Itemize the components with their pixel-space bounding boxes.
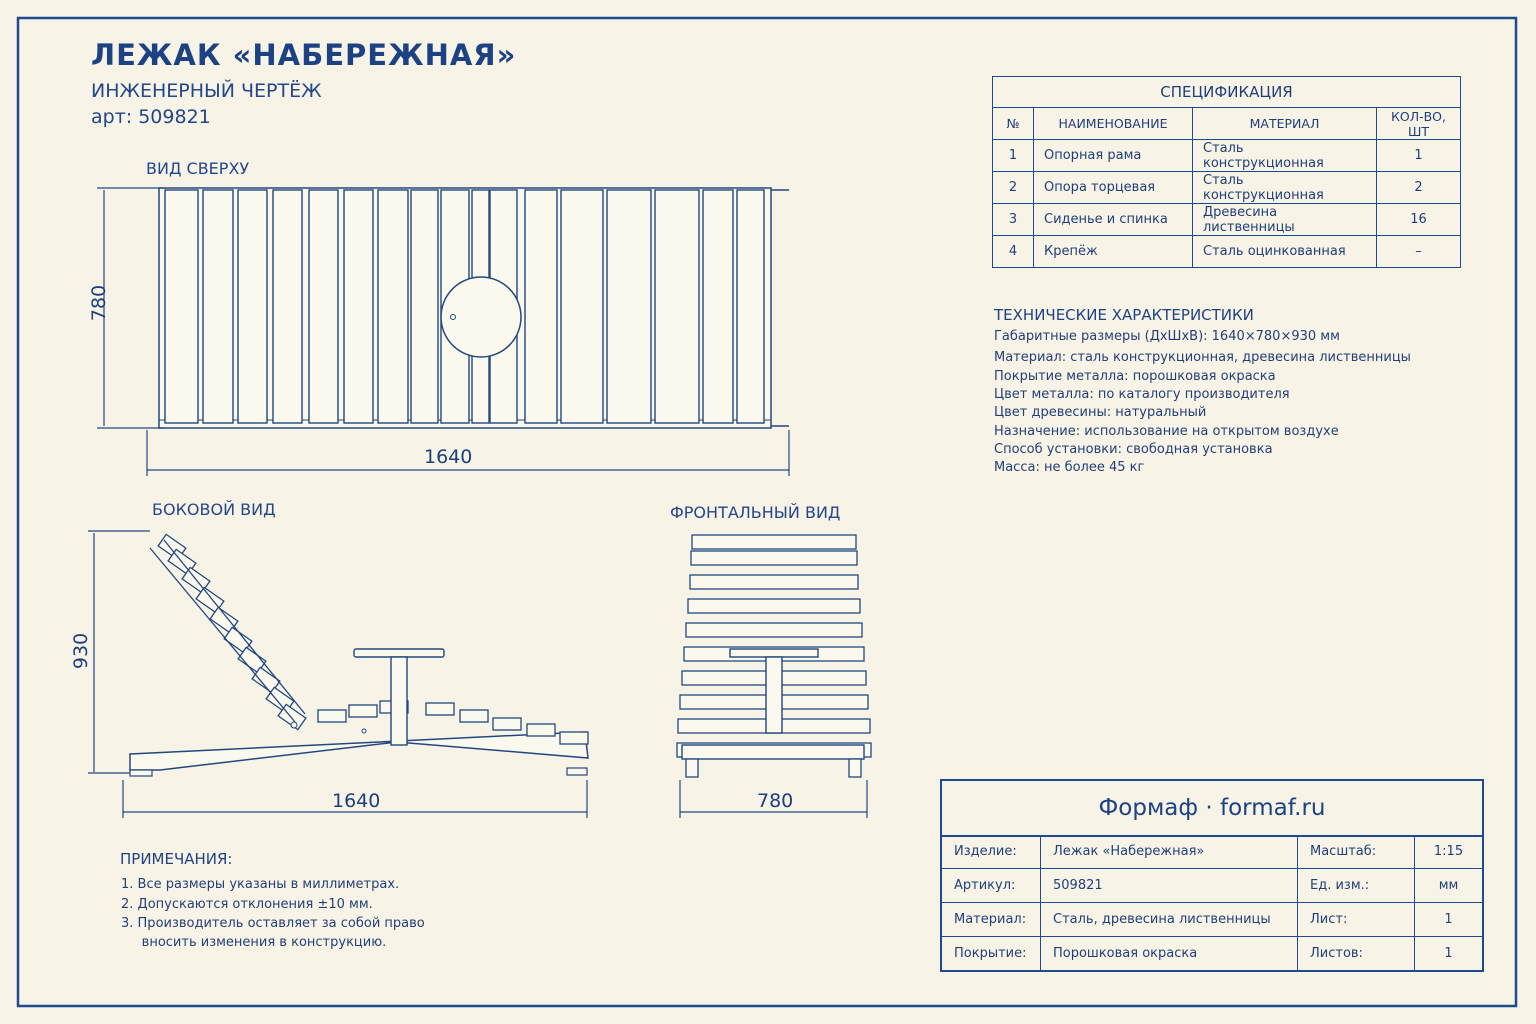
- bolt: [451, 315, 456, 320]
- table-row: [993, 204, 1461, 236]
- stamp-cell: Листов:: [1298, 937, 1415, 971]
- stamp-cell: Порошковая окраска: [1041, 937, 1298, 971]
- bolt: [362, 729, 366, 733]
- slat: [607, 190, 651, 423]
- top-view-length-dim: 1640: [424, 446, 473, 468]
- side-view-length-dim: 1640: [332, 790, 381, 812]
- table-row: [993, 236, 1461, 268]
- stamp-cell: Покрытие:: [942, 937, 1041, 971]
- stamp-cell: Артикул:: [942, 869, 1041, 903]
- frame-profile: [130, 732, 588, 770]
- spec-cell: 4: [993, 236, 1034, 268]
- front-slat: [690, 575, 858, 589]
- notes-item: 3. Производитель оставляет за собой право: [121, 916, 425, 931]
- table-row: [942, 869, 1482, 903]
- table-row: [993, 140, 1461, 172]
- stamp-cell: Ед. изм.:: [1298, 869, 1415, 903]
- spec-cell: 1: [1377, 140, 1461, 172]
- notes-item: 1. Все размеры указаны в миллиметрах.: [121, 877, 400, 892]
- brand-name: Формаф · formaf.ru: [942, 781, 1482, 837]
- side-table-post: [391, 657, 407, 745]
- spec-header-material: МАТЕРИАЛ: [1193, 108, 1377, 140]
- front-slat: [686, 623, 862, 637]
- spec-cell: Опорная рама: [1034, 140, 1193, 172]
- slat: [737, 190, 764, 423]
- foot: [567, 768, 587, 775]
- stamp-cell: 1:15: [1415, 835, 1483, 869]
- bolt: [291, 722, 297, 728]
- slat: [655, 190, 699, 423]
- slat: [344, 190, 373, 423]
- spec-cell: 1: [993, 140, 1034, 172]
- spec-cell: 2: [993, 172, 1034, 204]
- stamp-cell: Сталь, древесина лиственницы: [1041, 903, 1298, 937]
- article-number: арт: 509821: [91, 106, 211, 128]
- stamp-cell: Лежак «Набережная»: [1041, 835, 1298, 869]
- front-view-width-dim: 780: [757, 790, 794, 812]
- slat: [525, 190, 557, 423]
- spec-cell: 16: [1377, 204, 1461, 236]
- spec-cell: Крепёж: [1034, 236, 1193, 268]
- notes-item: 2. Допускаются отклонения ±10 мм.: [121, 897, 373, 912]
- slat: [561, 190, 603, 423]
- backrest-rail: [164, 540, 305, 714]
- title-block: [940, 779, 1484, 972]
- slat: [411, 190, 438, 423]
- spec-header-no: №: [993, 108, 1034, 140]
- slat: [703, 190, 733, 423]
- top-view-drawing: [159, 188, 789, 428]
- front-view-drawing: [677, 535, 871, 777]
- seat-slat: [527, 724, 555, 736]
- stamp-cell: Материал:: [942, 903, 1041, 937]
- slat: [378, 190, 408, 423]
- backrest-rail: [150, 548, 295, 722]
- side-view-label: БОКОВОЙ ВИД: [152, 500, 276, 519]
- spec-cell: Сталь конструкционная: [1193, 140, 1377, 172]
- stamp-cell: 1: [1415, 937, 1483, 971]
- tech-line: Способ установки: свободная установка: [994, 442, 1273, 457]
- tech-line: Габаритные размеры (ДхШхВ): 1640×780×930 мм: [994, 329, 1340, 344]
- tech-line: Материал: сталь конструкционная, древесина лиственницы: [994, 350, 1411, 365]
- front-table-top: [730, 649, 818, 657]
- table-row: [942, 903, 1482, 937]
- tech-line: Покрытие металла: порошковая окраска: [994, 369, 1276, 384]
- slat: [238, 190, 267, 423]
- slat: [203, 190, 233, 423]
- specification-table: [992, 76, 1461, 268]
- table-row: [942, 937, 1482, 971]
- stamp-cell: мм: [1415, 869, 1483, 903]
- spec-cell: Древесина лиственницы: [1193, 204, 1377, 236]
- stamp-cell: 1: [1415, 903, 1483, 937]
- tech-line: Цвет древесины: натуральный: [994, 405, 1207, 420]
- seat-slat: [318, 710, 346, 722]
- notes-item: вносить изменения в конструкцию.: [121, 935, 387, 950]
- spec-header-name: НАИМЕНОВАНИЕ: [1034, 108, 1193, 140]
- front-table-post: [766, 657, 782, 733]
- spec-cell: Опора торцевая: [1034, 172, 1193, 204]
- side-view-drawing: [130, 534, 588, 776]
- table-row: [993, 172, 1461, 204]
- foot: [130, 770, 152, 776]
- spec-cell: Сиденье и спинка: [1034, 204, 1193, 236]
- spec-cell: Сталь конструкционная: [1193, 172, 1377, 204]
- drawing-title: ЛЕЖАК «НАБЕРЕЖНАЯ»: [91, 38, 517, 72]
- spec-cell: Сталь оцинкованная: [1193, 236, 1377, 268]
- stamp-cell: 509821: [1041, 869, 1298, 903]
- front-leg: [849, 759, 861, 777]
- slat: [309, 190, 338, 423]
- tech-line: Цвет металла: по каталогу производителя: [994, 387, 1290, 402]
- stamp-cell: Лист:: [1298, 903, 1415, 937]
- spec-header-qty: КОЛ-ВО, ШТ: [1377, 108, 1461, 140]
- drawing-subtitle: ИНЖЕНЕРНЫЙ ЧЕРТЁЖ: [91, 80, 322, 102]
- front-slat: [691, 551, 857, 565]
- stamp-cell: Масштаб:: [1298, 835, 1415, 869]
- front-view-label: ФРОНТАЛЬНЫЙ ВИД: [670, 503, 841, 522]
- seat-slat: [493, 718, 521, 730]
- spec-cell: 3: [993, 204, 1034, 236]
- seat-slat: [460, 710, 488, 722]
- seat-slat: [560, 732, 588, 744]
- stamp-cell: Изделие:: [942, 835, 1041, 869]
- tech-title: ТЕХНИЧЕСКИЕ ХАРАКТЕРИСТИКИ: [994, 306, 1254, 324]
- spec-caption: СПЕЦИФИКАЦИЯ: [993, 77, 1461, 108]
- seat-slat: [426, 703, 454, 715]
- seat-slat: [349, 705, 377, 717]
- side-view-height-dim: 930: [70, 632, 92, 670]
- front-leg: [686, 759, 698, 777]
- slat: [273, 190, 302, 423]
- front-slat: [692, 535, 856, 549]
- tech-line: Масса: не более 45 кг: [994, 460, 1145, 475]
- top-view-label: ВИД СВЕРХУ: [146, 159, 250, 178]
- spec-cell: 2: [1377, 172, 1461, 204]
- table-row: [942, 835, 1482, 869]
- spec-cell: –: [1377, 236, 1461, 268]
- side-table-top: [354, 649, 444, 657]
- slat: [165, 190, 198, 423]
- front-frame: [682, 745, 864, 759]
- notes-title: ПРИМЕЧАНИЯ:: [120, 850, 233, 868]
- title-block-table: [942, 835, 1482, 970]
- tech-line: Назначение: использование на открытом воздухе: [994, 424, 1339, 439]
- front-slat: [688, 599, 860, 613]
- top-view-width-dim: 780: [88, 284, 110, 322]
